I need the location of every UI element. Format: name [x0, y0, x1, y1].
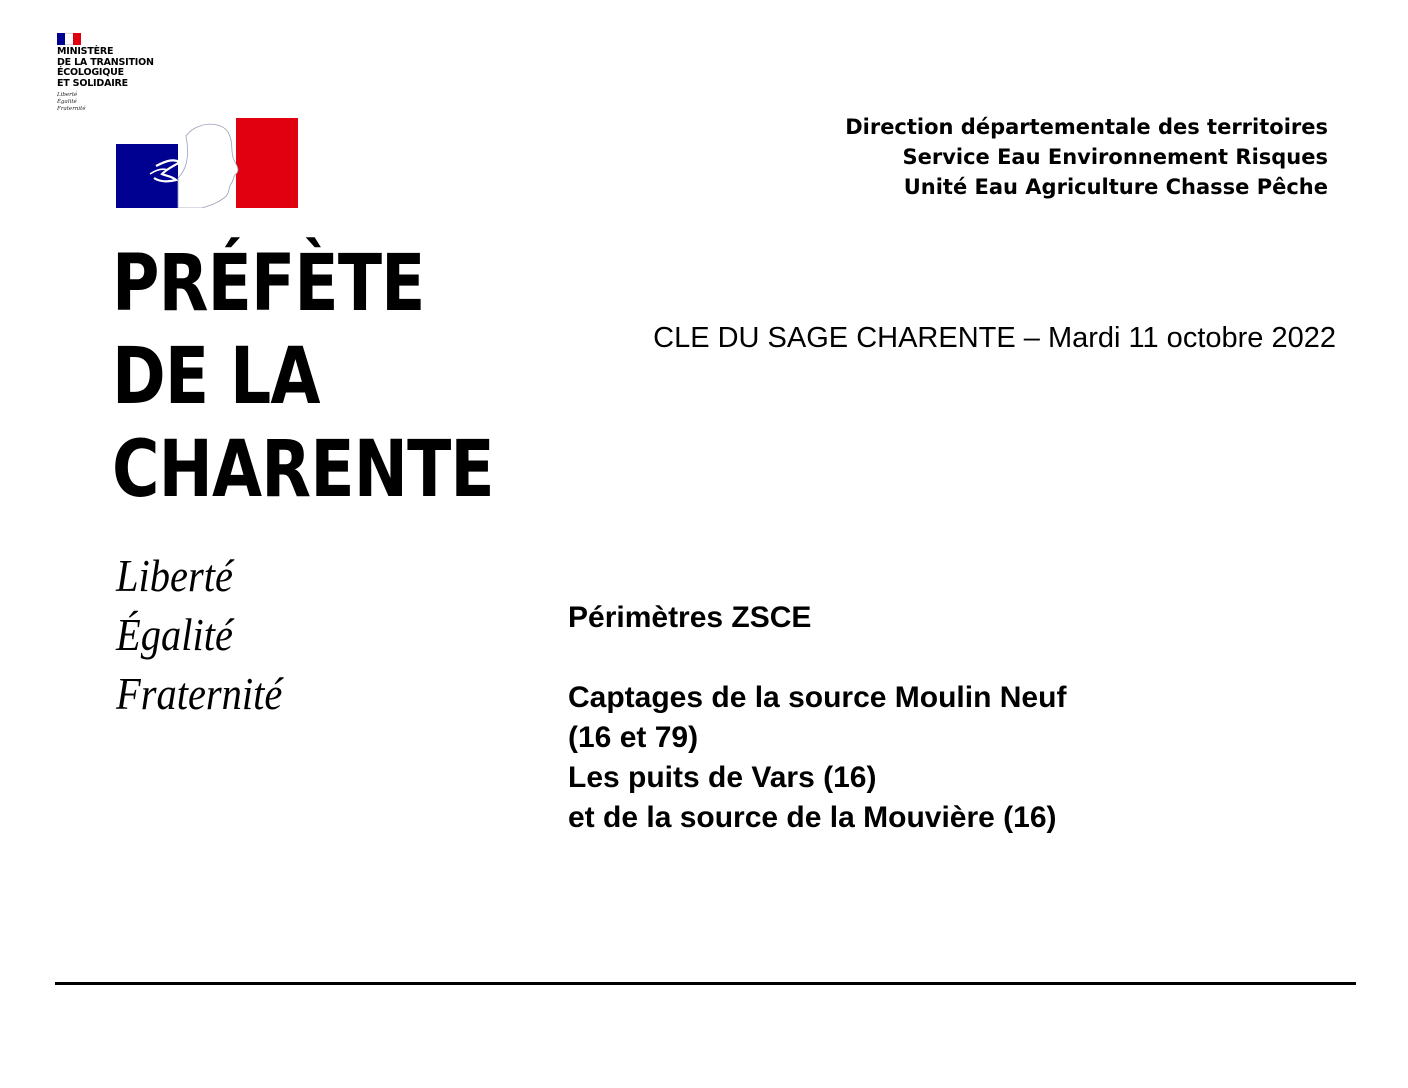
- direction-header: [845, 112, 1328, 202]
- subject-line: et de la source de la Mouvière (16): [568, 801, 1057, 834]
- prefecture-line-1: PRÉFÈTE: [112, 239, 425, 329]
- motto-egalite: Égalité: [116, 609, 233, 660]
- prefecture-line-3: CHARENTE: [112, 425, 494, 515]
- prefecture-line-2: DE LA: [112, 332, 320, 422]
- meeting-title: CLE DU SAGE CHARENTE – Mardi 11 octobre 2022: [653, 322, 1336, 354]
- motto-fraternite: Fraternité: [116, 668, 283, 719]
- ministry-name: MINISTÈRE DE LA TRANSITION ÉCOLOGIQUE ET SOLIDAIRE: [57, 46, 154, 89]
- motto-liberte: Liberté: [116, 550, 233, 601]
- unit-line: Unité Eau Agriculture Chasse Pêche: [903, 175, 1328, 199]
- direction-line: Direction départementale des territoires: [845, 115, 1328, 139]
- subject-line: Captages de la source Moulin Neuf: [568, 681, 1067, 714]
- prefecture-title: [112, 238, 494, 517]
- republic-motto: [116, 546, 282, 723]
- subject-lines: [568, 678, 1066, 838]
- mini-marianne-flag: [57, 33, 81, 45]
- ministry-logo: [57, 33, 167, 113]
- subject-heading: Périmètres ZSCE: [568, 601, 812, 634]
- footer-divider: [55, 982, 1356, 985]
- marianne-logo: [116, 118, 298, 208]
- subject-line: Les puits de Vars (16): [568, 761, 877, 794]
- service-line: Service Eau Environnement Risques: [902, 145, 1328, 169]
- subject-line: (16 et 79): [568, 721, 699, 754]
- ministry-motto: Liberté Égalité Fraternité: [57, 92, 86, 112]
